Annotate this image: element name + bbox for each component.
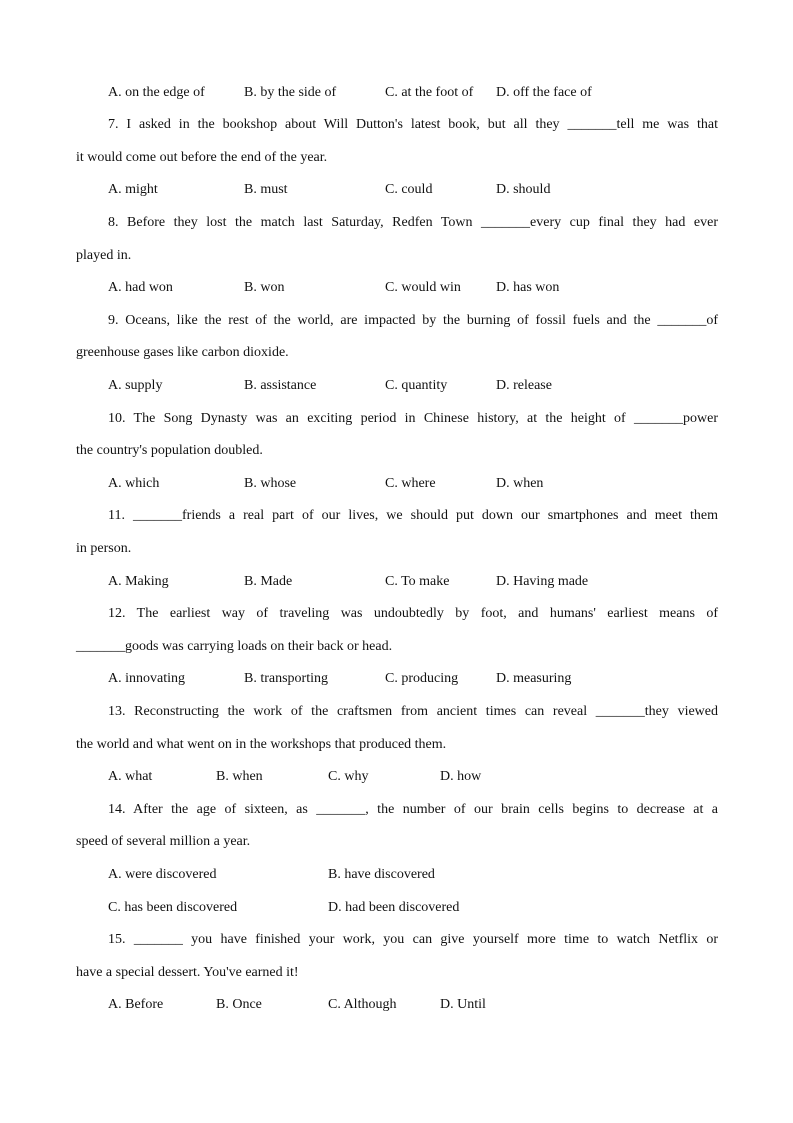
q7-stem-line-1: 7. I asked in the bookshop about Will Dutton's latest book, but all they _______tell me was that [108,117,718,132]
q8-option-d: D. has won [496,280,560,295]
q10-option-d: D. when [496,476,544,491]
q8-option-b: B. won [244,280,285,295]
q14-stem-line-1: 14. After the age of sixteen, as _______, the number of our brain cells begins to decrease at a [108,802,718,817]
q11-option-c: C. To make [385,574,450,589]
q12-option-a: A. innovating [108,671,185,686]
q12-stem-line-2: _______goods was carrying loads on their back or head. [76,639,393,654]
q6-option-c: C. at the foot of [385,85,474,100]
q11-stem-line-2: in person. [76,541,132,556]
q13-option-b: B. when [216,769,263,784]
q10-stem-line-1: 10. The Song Dynasty was an exciting period in Chinese history, at the height of _______power [108,411,718,426]
q13-option-c: C. why [328,769,369,784]
q15-option-a: A. Before [108,997,164,1012]
q15-stem-line-1: 15. _______ you have finished your work, you can give yourself more time to watch Netflix or [108,932,718,947]
q6-option-b: B. by the side of [244,85,337,100]
q9-stem-line-1: 9. Oceans, like the rest of the world, are impacted by the burning of fossil fuels and the _______of [108,313,718,328]
q11-option-a: A. Making [108,574,169,589]
q15-option-c: C. Although [328,997,397,1012]
q11-stem-line-1: 11. _______friends a real part of our lives, we should put down our smartphones and meet them [108,508,718,523]
q9-option-b: B. assistance [244,378,317,393]
q15-option-d: D. Until [440,997,486,1012]
q13-option-d: D. how [440,769,482,784]
q12-stem-line-1: 12. The earliest way of traveling was undoubtedly by foot, and humans' earliest means of [108,606,718,621]
q9-stem-line-2: greenhouse gases like carbon dioxide. [76,345,289,360]
q11-option-d: D. Having made [496,574,589,589]
q12-option-c: C. producing [385,671,459,686]
q8-stem-line-1: 8. Before they lost the match last Saturday, Redfen Town _______every cup final they had ever [108,215,718,230]
q8-option-a: A. had won [108,280,173,295]
q7-option-b: B. must [244,182,288,197]
q9-option-c: C. quantity [385,378,448,393]
q11-option-b: B. Made [244,574,293,589]
q8-stem-line-2: played in. [76,248,132,263]
q7-option-c: C. could [385,182,433,197]
q13-option-a: A. what [108,769,153,784]
q12-option-b: B. transporting [244,671,328,686]
q6-option-a: A. on the edge of [108,85,205,100]
q9-option-d: D. release [496,378,552,393]
q15-stem-line-2: have a special dessert. You've earned it! [76,965,299,980]
q7-option-a: A. might [108,182,158,197]
q9-option-a: A. supply [108,378,163,393]
q12-option-d: D. measuring [496,671,572,686]
q13-stem-line-1: 13. Reconstructing the work of the craftsmen from ancient times can reveal _______they viewed [108,704,718,719]
q14-option-b: B. have discovered [328,867,435,882]
q14-option-a: A. were discovered [108,867,217,882]
q15-option-b: B. Once [216,997,262,1012]
q6-option-d: D. off the face of [496,85,592,100]
q10-option-c: C. where [385,476,436,491]
q14-option-c: C. has been discovered [108,900,238,915]
q8-option-c: C. would win [385,280,461,295]
q10-option-a: A. which [108,476,160,491]
q14-stem-line-2: speed of several million a year. [76,834,251,849]
q10-option-b: B. whose [244,476,297,491]
q7-stem-line-2: it would come out before the end of the year. [76,150,328,165]
q10-stem-line-2: the country's population doubled. [76,443,263,458]
q14-option-d: D. had been discovered [328,900,460,915]
q7-option-d: D. should [496,182,551,197]
q13-stem-line-2: the world and what went on in the workshops that produced them. [76,737,447,752]
